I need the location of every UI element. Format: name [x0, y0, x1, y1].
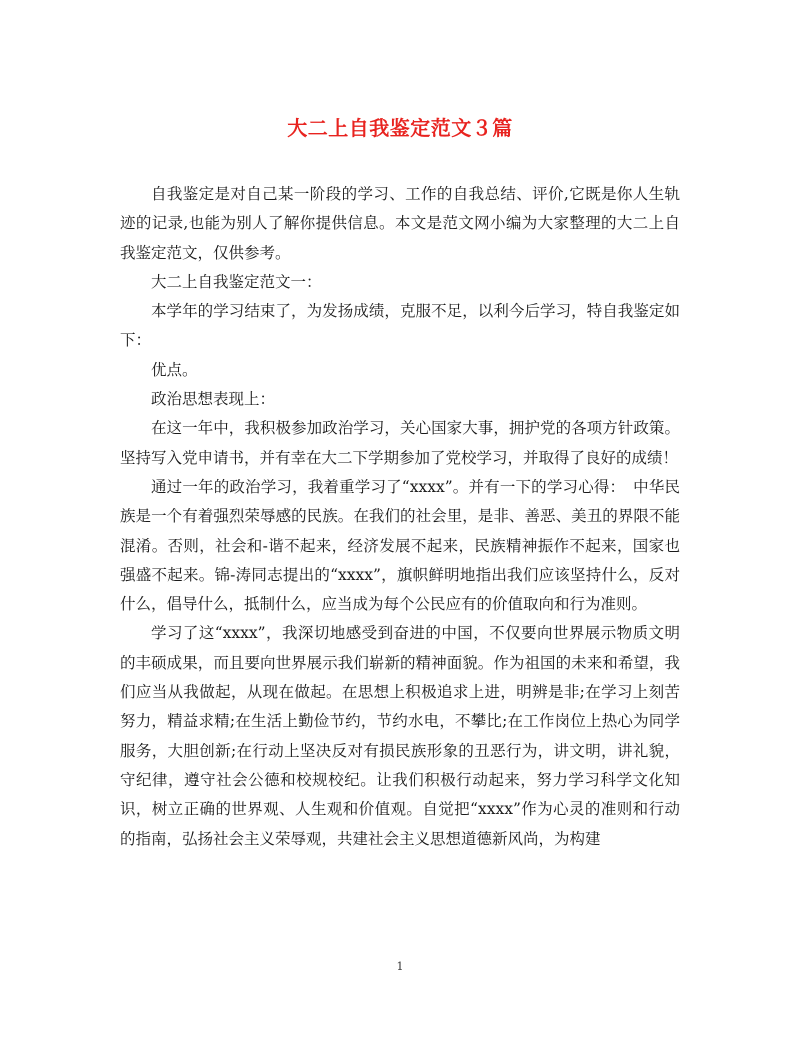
paragraph-opening: 本学年的学习结束了，为发扬成绩，克服不足，以利今后学习，特自我鉴定如下：: [120, 302, 680, 350]
paragraph-political-heading: 政治思想表现上：: [151, 390, 276, 409]
paragraph-strengths: 优点。: [151, 360, 198, 379]
document-body: [120, 180, 680, 854]
paragraph-section-heading: 大二上自我鉴定范文一：: [151, 272, 322, 291]
page-title: 大二上自我鉴定范文３篇: [287, 116, 513, 140]
page-number: 1: [396, 960, 404, 973]
paragraph-political-study: 在这一年中，我积极参加政治学习，关心国家大事，拥护党的各项方针政策。坚持写入党申请书，并有幸在大二下学期参加了党校学习，并取得了良好的成绩！: [120, 419, 680, 467]
paragraph-intro: 自我鉴定是对自己某一阶段的学习、工作的自我总结、评价,它既是你人生轨迹的记录,也能为别人了解你提供信息。本文是范文网小编为大家整理的大二上自我鉴定范文，仅供参考。: [120, 185, 680, 262]
paragraph-study-notes: 通过一年的政治学习，我着重学习了“xxxx”。并有一下的学习心得： 中华民族是一个有着强烈荣辱感的民族。在我们的社会里，是非、善恶、美丑的界限不能混淆。否则，社会和-谐不起来，经济发展不起来，民族精神振作不起来，国家也强盛不起来。锦-涛同志提出的“xxxx”，旗帜鲜明地指出我们应该坚持什么，反对什么，倡导什么，抵制什么，应当成为每个公民应有的价值取向和行为准则。: [120, 477, 680, 614]
paragraph-reflection: 学习了这“xxxx”，我深切地感受到奋进的中国，不仅要向世界展示物质文明的丰硕成果，而且要向世界展示我们崭新的精神面貌。作为祖国的未来和希望，我们应当从我做起，从现在做起。在思想上积极追求上进，明辨是非;在学习上刻苦努力，精益求精;在生活上勤俭节约，节约水电，不攀比;在工作岗位上热心为同学服务，大胆创新;在行动上坚决反对有损民族形象的丑恶行为，讲文明，讲礼貌，守纪律，遵守社会公德和校规校纪。让我们积极行动起来，努力学习科学文化知识，树立正确的世界观、人生观和价值观。自觉把“xxxx”作为心灵的准则和行动的指南，弘扬社会主义荣辱观，共建社会主义思想道德新风尚，为构建: [120, 624, 680, 848]
